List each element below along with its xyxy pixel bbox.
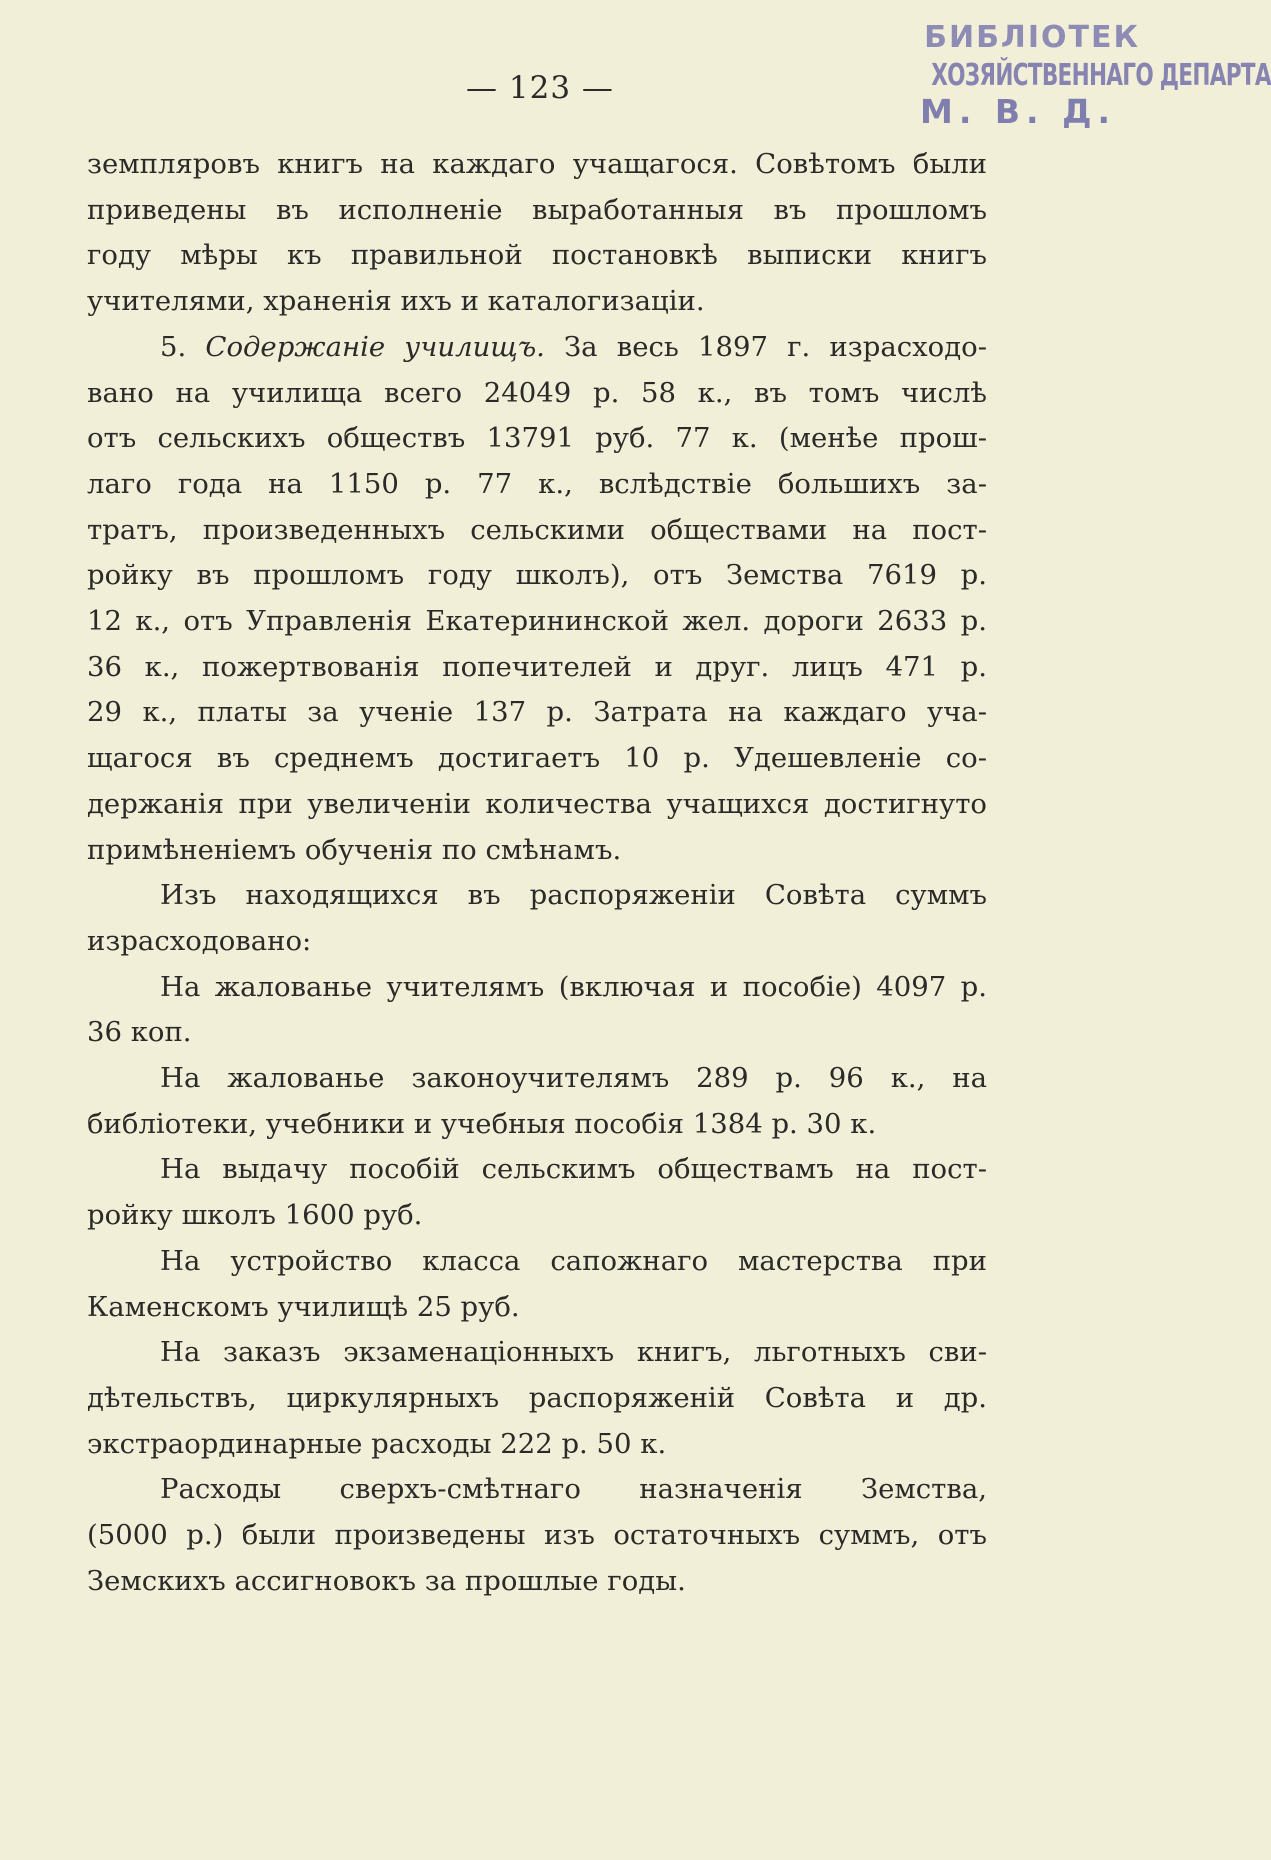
text-line: На жалованье законоучителямъ 289 р. 96 к., на [160,1062,987,1095]
library-stamp [850,20,1271,131]
text-line: 12 к., отъ Управленія Екатерининской жел. дороги 2633 р. [87,605,987,638]
text-line: ройку школъ 1600 руб. [87,1199,423,1232]
text-line: щагося въ среднемъ достигаетъ 10 р. Удешевленіе со- [87,742,987,775]
text-line: примѣненіемъ обученія по смѣнамъ. [87,833,622,866]
text-line: учителями, храненія ихъ и каталогизаціи. [87,285,705,318]
text-line: Расходы сверхъ-смѣтнаго назначенія Земства, [160,1473,987,1506]
section-heading-line [87,325,987,371]
section-title: Содержаніе училищъ. [205,330,545,363]
section-number: 5. [160,330,187,363]
text-line: Земскихъ ассигновокъ за прошлые годы. [87,1564,686,1597]
text-line: библіотеки, учебники и учебныя пособія 1384 р. 30 к. [87,1107,877,1140]
text-line: отъ сельскихъ обществъ 13791 руб. 77 к. (менѣе прош- [87,422,987,455]
text-line: (5000 р.) были произведены изъ остаточныхъ суммъ, отъ [87,1519,987,1552]
text-line: вано на училища всего 24049 р. 58 к., въ томъ числѣ [87,376,987,409]
text-line: Изъ находящихся въ распоряженіи Совѣта суммъ [160,879,987,912]
text-line: 36 к., пожертвованія попечителей и друг. лицъ 471 р. [87,650,987,683]
text-line: году мѣры къ правильной постановкѣ выписки книгъ [87,239,987,272]
text-line: На заказъ экзаменаціонныхъ книгъ, льготныхъ сви- [160,1336,987,1369]
text-line: лаго года на 1150 р. 77 к., вслѣдствіе большихъ за- [87,467,987,500]
text-line: 29 к., платы за ученіе 137 р. Затрата на каждаго уча- [87,696,987,729]
text-line: экстраординарные расходы 222 р. 50 к. [87,1427,667,1460]
stamp-line-ministry: М. В. Д. [920,92,1116,131]
text-line: На устройство класса сапожнаго мастерства при [160,1244,987,1277]
text-line: израсходовано: [87,924,312,957]
text-line: Каменскомъ училищѣ 25 руб. [87,1290,520,1323]
text-line: держанія при увеличеніи количества учащихся достигнуто [87,787,987,820]
text-line: земпляровъ книгъ на каждаго учащагося. Совѣтомъ были [87,148,987,180]
text-line: приведены въ исполненіе выработанныя въ прошломъ [87,193,987,226]
text-line: ройку въ прошломъ году школъ), отъ Земства 7619 р. [87,559,987,592]
page-body [87,142,987,1605]
stamp-line-department: ХОЗЯЙСТВЕННАГО ДЕПАРТА [931,57,1271,93]
text-line: 36 коп. [87,1016,192,1049]
text-line: тратъ, произведенныхъ сельскими обществами на пост- [87,513,987,546]
text-line: дѣтельствъ, циркулярныхъ распоряженій Совѣта и др. [87,1381,987,1414]
section-lead-text: За весь 1897 г. израсходо- [564,330,987,363]
stamp-line-library: БИБЛІОТЕК [924,20,1140,55]
text-line: На жалованье учителямъ (включая и пособіе) 4097 р. [160,970,987,1003]
text-line: На выдачу пособій сельскимъ обществамъ на пост- [160,1153,987,1186]
page-number: — 123 — [466,70,614,106]
